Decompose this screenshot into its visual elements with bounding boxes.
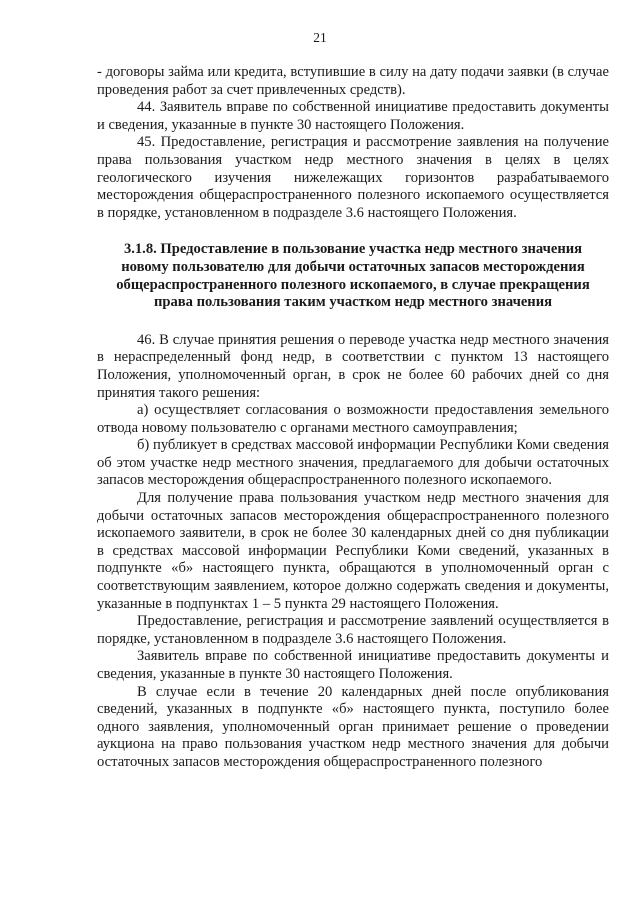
paragraph-loan-agreements: - договоры займа или кредита, вступившие в силу на дату подачи заявки (в случае проведения работ за счет привлеченных средств).: [97, 64, 609, 98]
paragraph-46-b: б) публикует в средствах массовой информации Республики Коми сведения об этом участке недр местного значения, предлагаемого для добычи остаточных запасов месторождения общераспространенного полезного ископаемого.: [97, 437, 609, 489]
paragraph-own-initiative: Заявитель вправе по собственной инициативе предоставить документы и сведения, указанные в пункте 30 настоящего Положения.: [97, 648, 609, 682]
paragraph-registration: Предоставление, регистрация и рассмотрение заявлений осуществляется в порядке, установленном в подразделе 3.6 настоящего Положения.: [97, 613, 609, 647]
paragraph-44: 44. Заявитель вправе по собственной инициативе предоставить документы и сведения, указанные в пункте 30 настоящего Положения.: [97, 99, 609, 133]
section-heading-3-1-8: 3.1.8. Предоставление в пользование участка недр местного значения новому пользователю для добычи остаточных запасов месторождения общераспространенного полезного ископаемого, в случае прекращения права пользования таким участком недр местного значения: [116, 241, 590, 311]
paragraph-46-a: а) осуществляет согласования о возможности предоставления земельного отвода новому пользователю с органами местного самоуправления;: [97, 402, 609, 436]
page-number: 21: [313, 30, 327, 45]
paragraph-application-procedure: Для получение права пользования участком недр местного значения для добычи остаточных запасов месторождения общераспространенного полезного ископаемого заявители, в срок не более 30 календарных дней со дня публикации в средствах массовой информации Республики Коми сведений, указанных в подпункте «б» настоящего пункта, обращаются в уполномоченный орган с соответствующим заявлением, которое должно содержать сведения и документы, указанные в подпунктах 1 – 5 пункта 29 настоящего Положения.: [97, 490, 609, 612]
document-body: [97, 64, 609, 772]
paragraph-auction: В случае если в течение 20 календарных дней после опубликования сведений, указанных в подпункте «б» настоящего пункта, поступило более одного заявления, уполномоченный орган принимает решение о проведении аукциона на право пользования участком недр местного значения для добычи остаточных запасов месторождения общераспространенного полезного: [97, 683, 609, 770]
paragraph-46: 46. В случае принятия решения о переводе участка недр местного значения в нераспределенный фонд недр, в соответствии с пунктом 13 настоящего Положения, уполномоченный орган, в срок не более 60 рабочих дней со дня принятия такого решения:: [97, 331, 609, 401]
paragraph-45: 45. Предоставление, регистрация и рассмотрение заявления на получение права пользования участком недр местного значения в целях в целях геологического изучения нижележащих горизонтов разрабатываемого месторождения общераспространенного полезного ископаемого осуществляется в порядке, установленном в подразделе 3.6 настоящего Положения.: [97, 134, 609, 221]
